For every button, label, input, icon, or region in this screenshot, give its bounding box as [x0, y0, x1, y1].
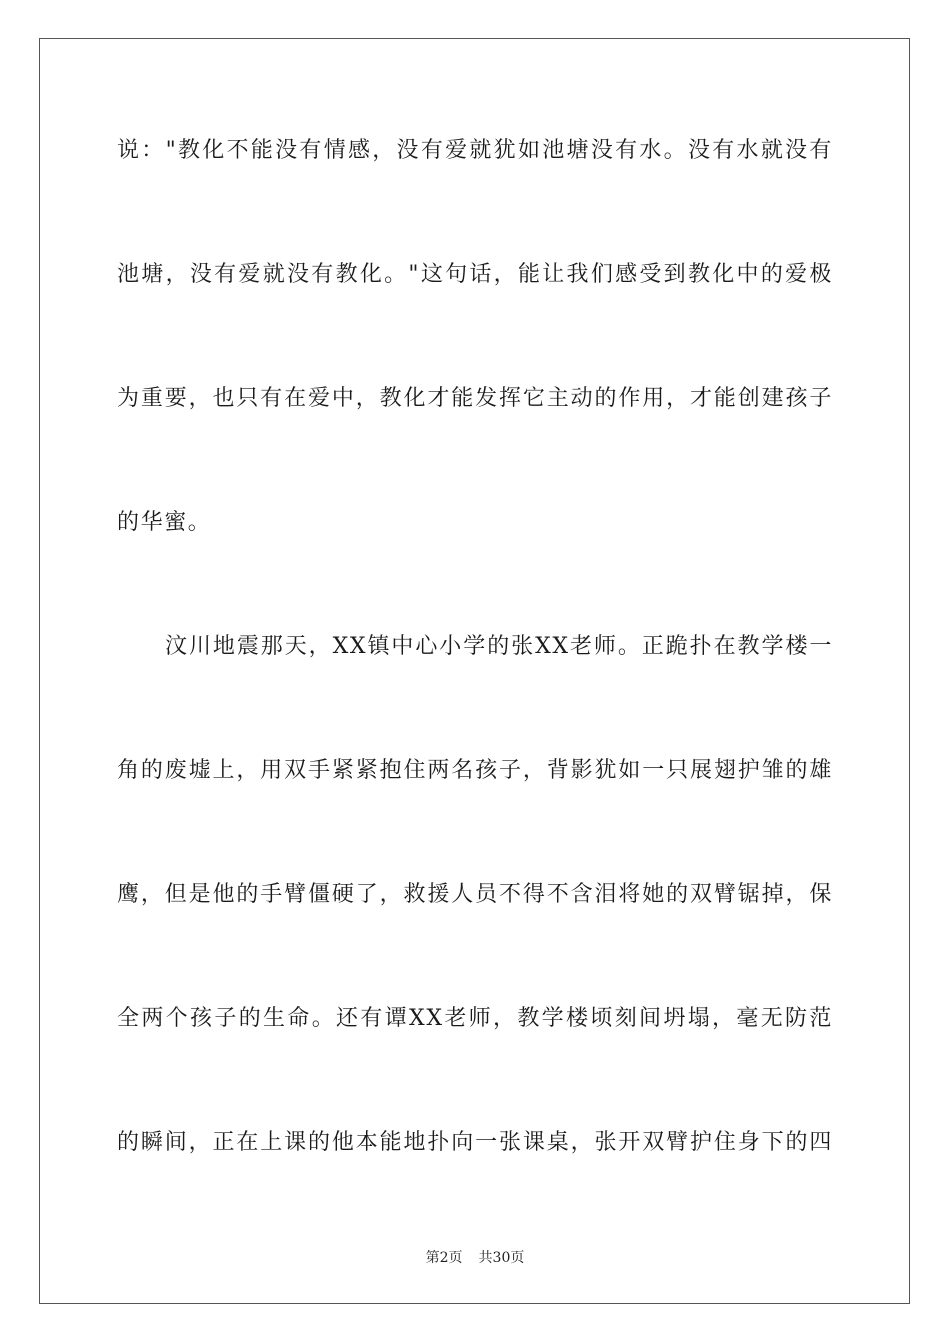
paragraph-1-line-4: 的华蜜。 [117, 510, 212, 535]
paragraph-2-line-2: 角的废墟上，用双手紧紧抱住两名孩子，背影犹如一只展翅护雏的雄 [117, 758, 833, 783]
paragraph-2-line-5: 的瞬间，正在上课的他本能地扑向一张课桌，张开双臂护住身下的四 [117, 1130, 833, 1155]
paragraph-2-line-1: 汶川地震那天，XX镇中心小学的张XX老师。正跪扑在教学楼一 [165, 634, 833, 659]
paragraph-2-line-3: 鹰，但是他的手臂僵硬了，救援人员不得不含泪将她的双臂锯掉，保 [117, 882, 833, 907]
page-number: 第2页 [425, 1250, 463, 1266]
paragraph-2-line-4: 全两个孩子的生命。还有谭XX老师，教学楼顷刻间坍塌，毫无防范 [117, 1006, 833, 1031]
document-body [117, 128, 833, 1182]
paragraph-1-line-3: 为重要，也只有在爱中，教化才能发挥它主动的作用，才能创建孩子 [117, 386, 833, 411]
paragraph-1-line-1: 说："教化不能没有情感，没有爱就犹如池塘没有水。没有水就没有 [117, 138, 833, 163]
page-total: 共30页 [478, 1250, 525, 1266]
page-footer [0, 1247, 950, 1267]
paragraph-1-line-2: 池塘，没有爱就没有教化。"这句话，能让我们感受到教化中的爱极 [117, 262, 833, 287]
